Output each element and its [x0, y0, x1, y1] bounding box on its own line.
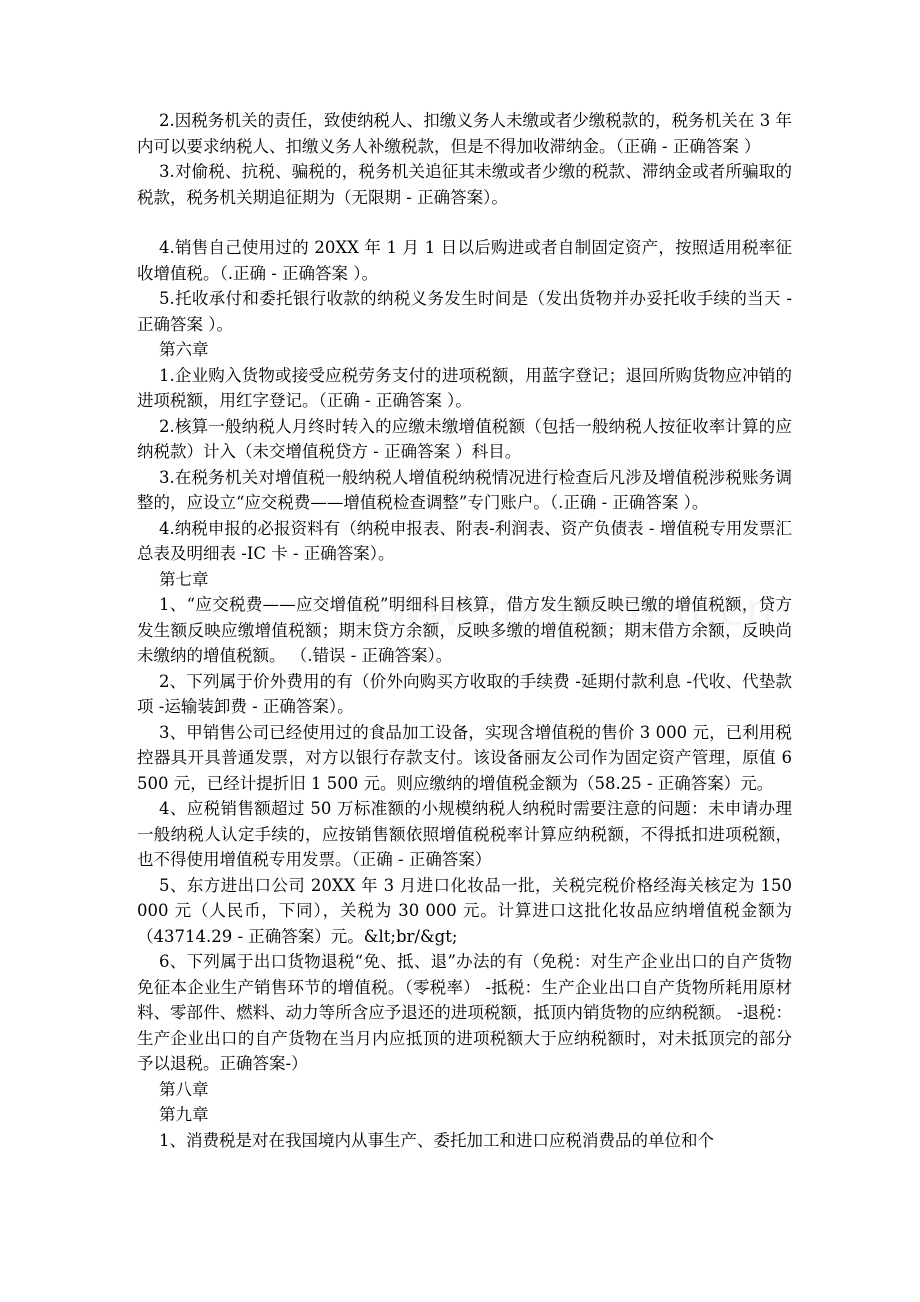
chapter-heading: 第六章 [159, 340, 209, 359]
question-paragraph: 4、应税销售额超过 50 万标准额的小规模纳税人纳税时需要注意的问题：未申请办理一般纳税人认定手续的，应按销售额依照增值税税率计算应纳税额，不得抵扣进项税额，也不得使用增值税专用发票。（正确 - 正确答案） [137, 799, 792, 869]
question-paragraph: 3、甲销售公司已经使用过的食品加工设备，实现含增值税的售价 3 000 元，已利用税控器具开具普通发票，对方以银行存款支付。该设备丽友公司作为固定资产管理，原值 6 500 元，已经计提折旧 1 500 元。则应缴纳的增值税金额为（58.25 - 正确答案）元。 [137, 722, 792, 793]
question-paragraph: 6、下列属于出口货物退税“免、抵、退”办法的有（免税：对生产企业出口的自产货物免征本企业生产销售环节的增值税。（零税率） -抵税：生产企业出口自产货物所耗用原材料、零部件、燃料、动力等所含应予退还的进项税额，抵顶内销货物的应纳税额。 -退税：生产企业出口的自产货物在当月内应抵顶的进项税额大于应纳税额时，对未抵顶完的部分予以退税。正确答案-） [137, 952, 792, 1073]
question-paragraph: 2、下列属于价外费用的有（价外向购买方收取的手续费 -延期付款利息 -代收、代垫款项 -运输装卸费 - 正确答案）。 [137, 671, 792, 716]
question-paragraph: 3.对偷税、抗税、骗税的，税务机关追征其未缴或者少缴的税款、滞纳金或者所骗取的税款，税务机关期追征期为（无限期 - 正确答案）。 [137, 162, 792, 207]
question-paragraph: 1、“应交税费——应交增值税”明细科目核算，借方发生额反映已缴的增值税额，贷方发生额反映应缴增值税额；期末贷方余额，反映多缴的增值税额；期末借方余额，反映尚未缴纳的增值税额。 （.错误 - 正确答案）。 [137, 595, 792, 665]
document-body [137, 108, 792, 1153]
question-paragraph: 2.因税务机关的责任，致使纳税人、扣缴义务人未缴或者少缴税款的，税务机关在 3 年内可以要求纳税人、扣缴义务人补缴税款，但是不得加收滞纳金。（正确 - 正确答案 ） [137, 111, 792, 156]
chapter-heading: 第九章 [159, 1105, 209, 1124]
question-paragraph: 1.企业购入货物或接受应税劳务支付的进项税额，用蓝字登记；退回所购货物应冲销的进项税额，用红字登记。（正确 - 正确答案 ）。 [137, 365, 792, 410]
question-paragraph: 3.在税务机关对增值税一般纳税人增值税纳税情况进行检查后凡涉及增值税涉税账务调整的，应设立“应交税费——增值税检查调整”专门账户。（.正确 - 正确答案 ）。 [137, 467, 792, 512]
question-paragraph: 4.纳税申报的必报资料有（纳税申报表、附表-利润表、资产负债表 - 增值税专用发票汇总表及明细表 -IC 卡 - 正确答案）。 [137, 518, 792, 563]
chapter-heading: 第八章 [159, 1079, 209, 1099]
question-paragraph: 4.销售自己使用过的 20XX 年 1 月 1 日以后购进或者自制固定资产，按照适用税率征收增值税。（.正确 - 正确答案 ）。 [137, 238, 792, 283]
chapter-heading: 第七章 [159, 569, 209, 589]
question-paragraph: 1、消费税是对在我国境内从事生产、委托加工和进口应税消费品的单位和个 [159, 1130, 714, 1150]
question-paragraph: 5.托收承付和委托银行收款的纳税义务发生时间是（发出货物并办妥托收手续的当天 - 正确答案 ）。 [137, 289, 792, 334]
question-paragraph: 2.核算一般纳税人月终时转入的应缴未缴增值税额（包括一般纳税人按征收率计算的应纳税款）计入（未交增值税贷方 - 正确答案 ）科目。 [137, 416, 792, 461]
question-paragraph: 5、东方进出口公司 20XX 年 3 月进口化妆品一批，关税完税价格经海关核定为 150 000 元（人民币，下同），关税为 30 000 元。计算进口这批化妆品应纳增值税金额为（43714.29 - 正确答案）元。&lt;br/&gt; [137, 875, 792, 946]
